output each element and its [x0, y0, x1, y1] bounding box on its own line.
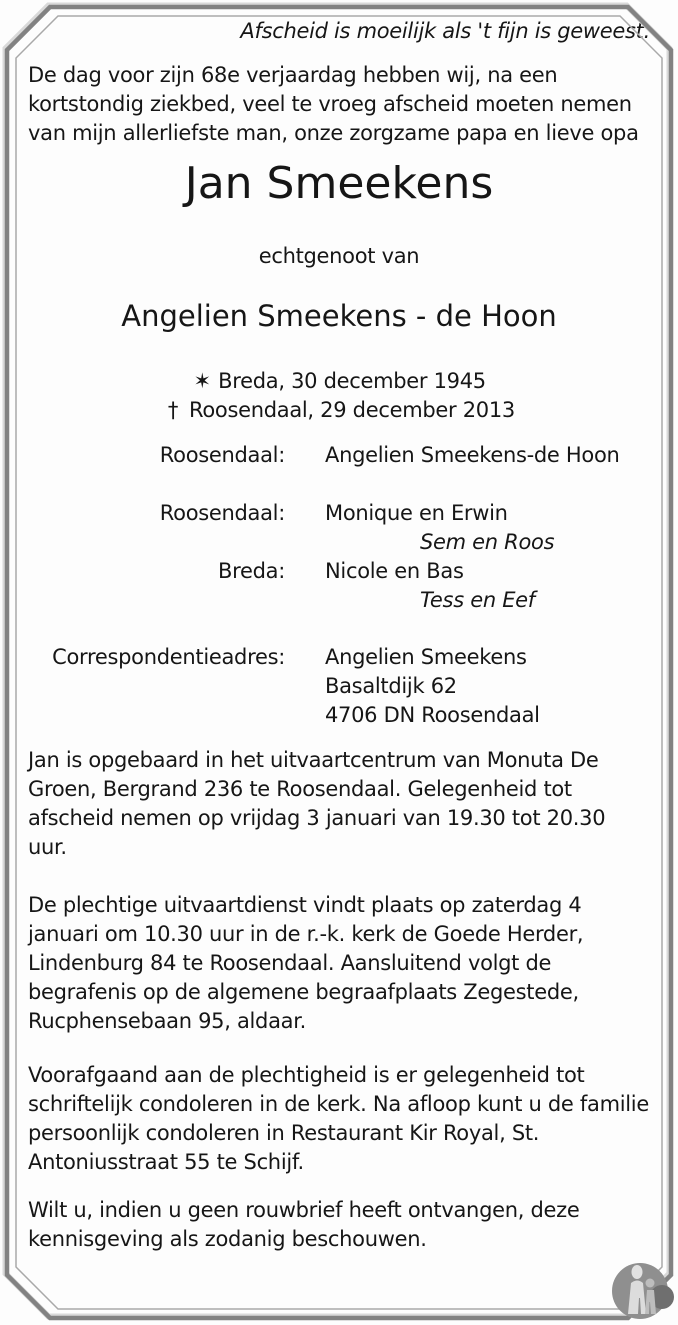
family-names: Monique en Erwin: [325, 501, 508, 525]
birth-place-date: Breda, 30 december 1945: [218, 369, 486, 393]
correspondence-address: [28, 643, 650, 730]
correspondence-line: 4706 DN Roosendaal: [325, 703, 540, 727]
paragraph-condolences: Voorafgaand aan de plechtigheid is er gelegenheid tot schriftelijk condoleren in de kerk. Na afloop kunt u de familie persoonlijk condoleren in Restaurant Kir Royal, St. Antoniusstraat 55 te Schijf.: [28, 1063, 649, 1174]
grandchildren-names: Sem en Roos: [420, 530, 555, 554]
relation-label: echtgenoot van: [258, 244, 420, 268]
correspondence-line: Basaltdijk 62: [325, 674, 457, 698]
death-line: [28, 396, 650, 425]
memorial-quote: Afscheid is moeilijk als 't fijn is geweest.: [240, 19, 650, 43]
family-row-spacer: [28, 470, 650, 499]
family-row: [28, 557, 650, 586]
paragraph-funeral-service: De plechtige uitvaartdienst vindt plaats op zaterdag 4 januari om 10.30 uur in de r.-k. kerk de Goede Herder, Lindenburg 84 te Roosendaal. Aansluitend volgt de begrafenis op de algemene begraafplaats Zegestede, Rucphensebaan 95, aldaar.: [28, 893, 584, 1033]
birth-death-dates: [28, 367, 650, 425]
family-place-label: Breda:: [218, 559, 285, 583]
correspondence-line: Angelien Smeekens: [325, 645, 527, 669]
family-names: Angelien Smeekens-de Hoon: [325, 443, 620, 467]
correspondence-label: Correspondentieadres:: [52, 645, 285, 669]
family-row: [28, 499, 650, 528]
spouse-name: Angelien Smeekens - de Hoon: [121, 299, 557, 333]
family-names: Nicole en Bas: [325, 559, 464, 583]
paragraph-viewing: Jan is opgebaard in het uitvaartcentrum van Monuta De Groen, Bergrand 236 te Roosendaal. Gelegenheid tot afscheid nemen op vrijdag 3 januari van 19.30 tot 20.30 uur.: [28, 748, 606, 859]
deceased-name: Jan Smeekens: [184, 158, 494, 209]
family-place-label: Roosendaal:: [159, 443, 285, 467]
birth-line: [28, 367, 650, 396]
intro-text: De dag voor zijn 68e verjaardag hebben wij, na een kortstondig ziekbed, veel te vroeg afscheid moeten nemen van mijn allerliefste man, onze zorgzame papa en lieve opa: [28, 63, 639, 145]
family-place-label: Roosendaal:: [159, 501, 285, 525]
correspondence-lines: [325, 643, 540, 730]
death-dagger-icon: †: [167, 398, 179, 422]
family-row-grandchildren: [28, 528, 650, 557]
announcement-paragraphs: [28, 746, 650, 1254]
grandchildren-names: Tess en Eef: [420, 588, 535, 612]
family-list: [28, 441, 650, 615]
death-place-date: Roosendaal, 29 december 2013: [189, 398, 515, 422]
birth-star-icon: ✶: [193, 369, 211, 393]
family-row: [28, 441, 650, 470]
paragraph-notice: Wilt u, indien u geen rouwbrief heeft ontvangen, deze kennisgeving als zodanig beschouwen.: [28, 1198, 580, 1251]
family-row-grandchildren: [28, 586, 650, 615]
